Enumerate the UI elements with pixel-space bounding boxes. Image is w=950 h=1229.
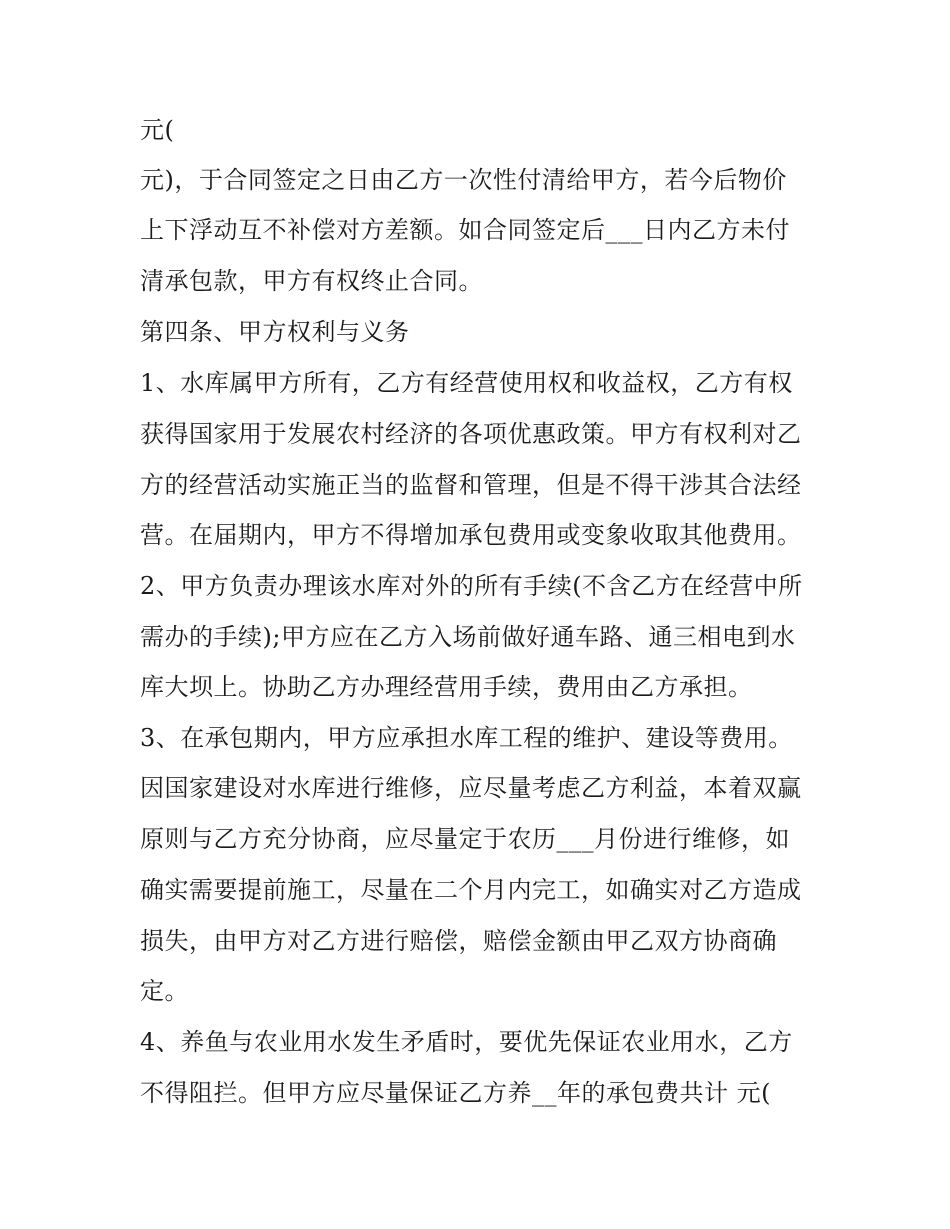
text-line: 需办的手续);甲方应在乙方入场前做好通车路、通三相电到水: [140, 623, 796, 651]
text-line: 确实需要提前施工，尽量在二个月内完工，如确实对乙方造成: [140, 876, 802, 904]
text-line: 损失，由甲方对乙方进行赔偿，赔偿金额由甲乙双方协商确: [140, 927, 777, 955]
text-line: 2、甲方负责办理该水库对外的所有手续(不含乙方在经营中所: [140, 572, 803, 600]
text-line: 清承包款，甲方有权终止合同。: [140, 267, 483, 295]
text-line: 方的经营活动实施正当的监督和管理，但是不得干涉其合法经: [140, 471, 802, 499]
text-line: 3、在承包期内，甲方应承担水库工程的维护、建设等费用。: [140, 724, 793, 752]
text-line: 获得国家用于发展农村经济的各项优惠政策。甲方有权利对乙: [140, 420, 802, 448]
text-line: 1、水库属甲方所有，乙方有经营使用权和收益权，乙方有权: [140, 369, 793, 397]
text-line: 元)，于合同签定之日由乙方一次性付清给甲方，若今后物价: [140, 166, 787, 194]
text-line: 4、养鱼与农业用水发生矛盾时，要优先保证农业用水，乙方: [140, 1028, 793, 1056]
text-line: 营。在届期内，甲方不得增加承包费用或变象收取其他费用。: [140, 521, 802, 549]
text-line: 元(: [140, 116, 175, 144]
text-line: 因国家建设对水库进行维修，应尽量考虑乙方利益，本着双赢: [140, 774, 802, 802]
text-line: 库大坝上。协助乙方办理经营用手续，费用由乙方承担。: [140, 673, 753, 701]
text-line: 上下浮动互不补偿对方差额。如合同签定后___日内乙方未付: [140, 216, 790, 244]
section-heading: 第四条、甲方权利与义务: [140, 318, 410, 346]
text-line: 定。: [140, 977, 189, 1005]
text-line: 原则与乙方充分协商，应尽量定于农历___月份进行维修，如: [140, 825, 790, 853]
text-line: 不得阻拦。但甲方应尽量保证乙方养__年的承包费共计 元(: [140, 1079, 771, 1107]
